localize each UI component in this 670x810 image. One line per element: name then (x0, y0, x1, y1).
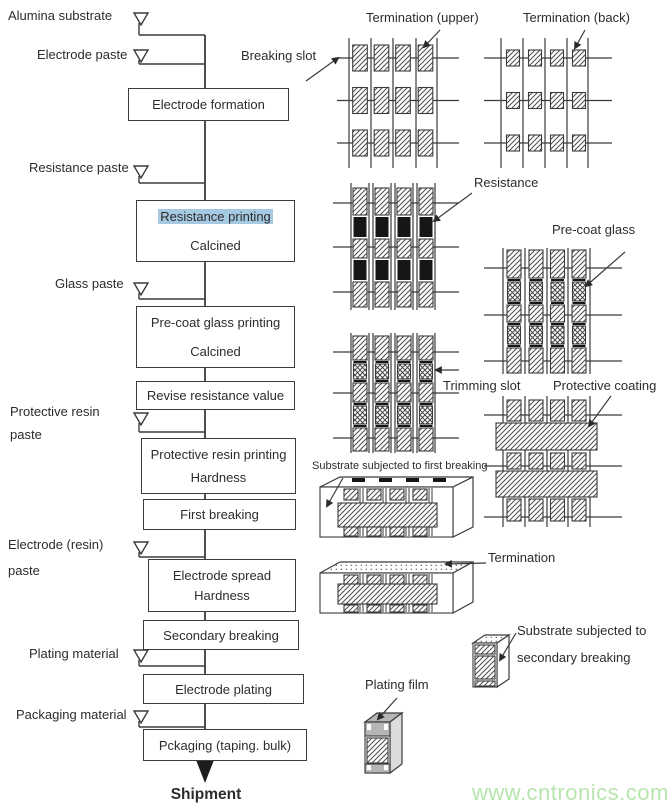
chip-secondary-breaking (473, 635, 509, 687)
flow-step-electrode-spread (148, 559, 296, 612)
watermark: www.cntronics.com (472, 780, 669, 805)
shipment-arrow-icon (196, 760, 214, 783)
material-label-electrode-resin: Electrode (resin) (8, 537, 104, 552)
flow-step-electrode-plating (143, 674, 304, 704)
step-label: Secondary breaking (163, 627, 279, 643)
flow-step-pre-coat-glass-printing (136, 306, 295, 368)
annotation-termination-back: Termination (back) (523, 10, 630, 25)
annotation-termination-upper: Termination (upper) (366, 10, 479, 25)
material-label-protective-resin-2: paste (10, 427, 42, 442)
flow-step-protective-resin-printing (141, 438, 296, 494)
flow-step-revise-resistance-value (136, 381, 295, 410)
flow-step-first-breaking (143, 499, 296, 530)
step-label: First breaking (180, 507, 259, 522)
material-label-resistance-paste: Resistance paste (29, 160, 129, 175)
panel-trimmed (333, 333, 459, 453)
material-label-plating-material: Plating material (29, 646, 119, 661)
material-input-triangle-icon (134, 711, 148, 723)
material-label-alumina: Alumina substrate (8, 8, 113, 23)
flow-step-packaging (143, 729, 307, 761)
shipment-label: Shipment (170, 786, 242, 803)
step-label: Electrode plating (175, 681, 272, 697)
annotation-termination: Termination (488, 550, 556, 565)
flow-step-secondary-breaking (143, 620, 299, 650)
step-label: Pckaging (taping. bulk) (158, 737, 292, 753)
material-input-triangle-icon (134, 650, 148, 662)
material-label-packaging-material: Packaging material (16, 707, 127, 722)
panel-termination-back (484, 38, 612, 168)
panel-resistance-printed (333, 183, 459, 310)
step-label: Electrode spread (172, 568, 272, 583)
step-sublabel: Hardness (194, 588, 250, 603)
flow-step-resistance-printing (136, 200, 295, 262)
substrate-strip-first-breaking (320, 477, 473, 537)
step-sublabel: Hardness (190, 470, 247, 485)
step-sublabel: Calcined (190, 238, 241, 253)
step-label-highlighted: Resistance printing (160, 209, 271, 224)
material-input-triangle-icon (134, 413, 148, 425)
annotation-resistance: Resistance (474, 175, 539, 190)
step-label: Pre-coat glass printing (150, 315, 281, 330)
annotation-protective-coating: Protective coating (553, 378, 657, 393)
material-input-triangle-icon (134, 50, 148, 62)
material-label-electrode-resin-2: paste (8, 563, 40, 578)
annotation-breaking-slot: Breaking slot (241, 48, 317, 63)
annotation-first-breaking-substrate: Substrate subjected to first breaking (312, 460, 488, 472)
panel-termination-upper (337, 38, 459, 168)
material-label-electrode-paste: Electrode paste (37, 47, 128, 62)
flow-step-electrode-formation (128, 88, 289, 121)
annotation-secondary-breaking-line1: Substrate subjected to (517, 623, 647, 638)
annotation-plating-film: Plating film (365, 677, 429, 692)
panel-pre-coat-glass (484, 248, 622, 374)
chip-plating-film (365, 713, 402, 773)
step-label: Electrode formation (152, 97, 265, 112)
annotation-trimming-slot: Trimming slot (443, 378, 521, 393)
step-sublabel: Calcined (190, 344, 241, 359)
material-input-triangle-icon (134, 166, 148, 178)
material-label-glass-paste: Glass paste (55, 276, 124, 291)
material-label-protective-resin: Protective resin (10, 404, 100, 419)
material-input-triangle-icon (134, 13, 148, 25)
material-input-triangle-icon (134, 283, 148, 295)
panel-protective-coating (484, 396, 622, 527)
annotation-pre-coat-glass: Pre-coat glass (552, 222, 636, 237)
step-label: Protective resin printing (150, 447, 287, 462)
substrate-strip-termination (320, 562, 473, 613)
material-input-triangle-icon (134, 542, 148, 554)
annotation-secondary-breaking-line2: secondary breaking (517, 650, 631, 665)
step-label: Revise resistance value (146, 388, 285, 403)
